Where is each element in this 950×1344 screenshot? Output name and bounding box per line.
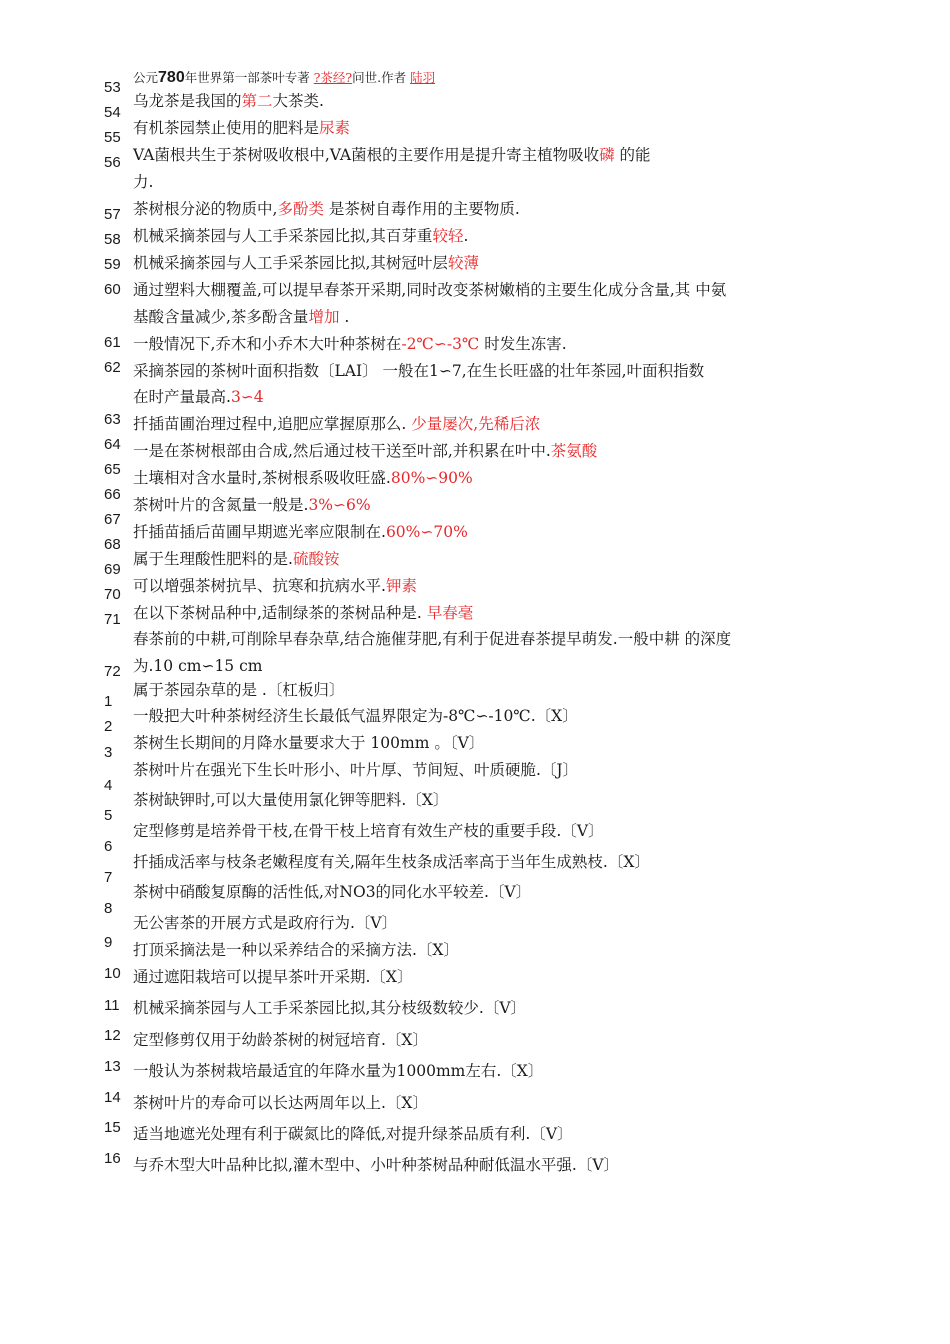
- header-line: [133, 68, 435, 88]
- text-line: [133, 882, 531, 902]
- line-number: 63: [104, 411, 121, 428]
- text-line: [133, 913, 397, 933]
- text-line: [133, 334, 567, 354]
- question-text: 定型修剪是培养骨干枝,在骨干枝上培育有效生产枝的重要手段.〔V〕: [133, 822, 604, 840]
- text-line: [133, 361, 704, 381]
- question-text: 在以下茶树品种中,适制绿茶的茶树品种是.: [133, 604, 422, 622]
- question-text: 茶树生长期间的月降水量要求大于 100mm 。〔V〕: [133, 734, 485, 752]
- line-number: 3: [104, 744, 113, 761]
- line-number: 60: [104, 281, 121, 298]
- text-line: [133, 387, 264, 407]
- question-text: 采摘茶园的茶树叶面积指数〔LAI〕 一般在1∽7,在生长旺盛的壮年茶园,叶面积指数: [133, 362, 705, 380]
- question-text: 定型修剪仅用于幼龄茶树的树冠培育.〔X〕: [133, 1031, 428, 1049]
- question-text: 扦插苗插后苗圃早期遮光率应限制在.: [133, 523, 386, 541]
- line-number: 65: [104, 461, 121, 478]
- answer-text: 第二: [241, 92, 273, 110]
- question-text: 属于茶园杂草的是 .〔杠板归〕: [133, 681, 345, 699]
- line-number: 72: [104, 663, 121, 680]
- text-line: [133, 495, 371, 515]
- answer-text: 较轻: [432, 227, 464, 245]
- question-text: VA菌根共生于茶树吸收根中,VA菌根的主要作用是提升寄主植物吸收: [133, 146, 600, 164]
- answer-text: 硫酸铵: [292, 550, 340, 568]
- answer-text: 磷: [599, 146, 615, 164]
- answer-text: 少量屡次,先稀后浓: [406, 415, 541, 433]
- line-number: 64: [104, 436, 121, 453]
- line-number: 66: [104, 486, 121, 503]
- question-text: 机械采摘茶园与人工手采茶园比拟,其树冠叶层: [133, 254, 448, 272]
- line-number: 53: [104, 79, 121, 96]
- answer-text: -2℃∽-3℃: [401, 335, 480, 353]
- answer-text: 多酚类: [277, 200, 324, 218]
- line-number: 61: [104, 334, 121, 351]
- text-line: [133, 629, 731, 649]
- question-text: 通过遮阳栽培可以提早茶叶开采期.〔X〕: [133, 968, 413, 986]
- line-number: 58: [104, 231, 121, 248]
- line-number: 14: [104, 1089, 121, 1106]
- text-line: [133, 280, 726, 300]
- answer-text: 尿素: [319, 119, 351, 137]
- text-line: [133, 1155, 619, 1175]
- text-line: [133, 603, 473, 623]
- answer-text: 茶氨酸: [550, 442, 598, 460]
- line-number: 13: [104, 1058, 121, 1075]
- line-number: 10: [104, 965, 121, 982]
- answer-text: 3%∽6%: [308, 496, 371, 514]
- text-line: [133, 852, 650, 872]
- question-text: .: [339, 308, 350, 326]
- line-number: 2: [104, 718, 113, 735]
- question-text: 大茶类.: [272, 92, 324, 110]
- text-line: [133, 414, 540, 434]
- header-mid: 年世界第一部茶叶专著: [184, 70, 314, 85]
- question-text: 茶树叶片的含氮量一般是.: [133, 496, 309, 514]
- text-line: [133, 940, 459, 960]
- line-number: 4: [104, 777, 113, 794]
- text-line: [133, 1030, 428, 1050]
- line-number: 68: [104, 536, 121, 553]
- line-number: 62: [104, 359, 121, 376]
- question-text: 春茶前的中耕,可削除早春杂草,结合施催芽肥,有利于促进春茶提早萌发.一般中耕 的深度: [133, 630, 732, 648]
- header-prefix: 公元: [133, 70, 159, 85]
- text-line: [133, 1124, 573, 1144]
- answer-text: 钾素: [385, 577, 417, 595]
- question-text: 扦插成活率与枝条老嫩程度有关,隔年生枝条成活率高于当年生成熟枝.〔X〕: [133, 853, 650, 871]
- line-number: 56: [104, 154, 121, 171]
- line-number: 67: [104, 511, 121, 528]
- question-text: 茶树中硝酸复原酶的活性低,对NO3的同化水平较差.〔V〕: [133, 883, 532, 901]
- question-text: 与乔木型大叶品种比拟,灌木型中、小叶种茶树品种耐低温水平强.〔V〕: [133, 1156, 620, 1174]
- text-line: [133, 760, 578, 780]
- text-line: [133, 549, 339, 569]
- question-text: 适当地遮光处理有利于碳氮比的降低,对提升绿茶品质有利.〔V〕: [133, 1125, 573, 1143]
- question-text: 茶树根分泌的物质中,: [133, 200, 278, 218]
- question-text: 在时产量最高.: [133, 388, 231, 406]
- text-line: [133, 226, 468, 246]
- text-line: [133, 656, 262, 676]
- line-number: 54: [104, 104, 121, 121]
- question-text: 机械采摘茶园与人工手采茶园比拟,其分枝级数较少.〔V〕: [133, 999, 527, 1017]
- answer-text: 60%∽70%: [385, 523, 468, 541]
- question-text: 土壤相对含水量时,茶树根系吸收旺盛.: [133, 469, 391, 487]
- text-line: [133, 441, 597, 461]
- text-line: [133, 145, 651, 165]
- text-line: [133, 253, 479, 273]
- question-text: 的能: [614, 146, 651, 164]
- question-text: 茶树缺钾时,可以大量使用氯化钾等肥料.〔X〕: [133, 791, 449, 809]
- question-text: 时发生冻害.: [479, 335, 567, 353]
- answer-text: 3∽4: [230, 388, 264, 406]
- question-text: 打顶采摘法是一种以采养结合的采摘方法.〔X〕: [133, 941, 459, 959]
- line-number: 69: [104, 561, 121, 578]
- question-text: 是茶树自毒作用的主要物质.: [323, 200, 520, 218]
- author-link[interactable]: 陆羽: [410, 70, 436, 85]
- question-text: 一般认为茶树栽培最适宜的年降水量为1000mm左右.〔X〕: [133, 1062, 544, 1080]
- text-line: [133, 790, 448, 810]
- question-text: 茶树叶片在强光下生长叶形小、叶片厚、节间短、叶质硬脆.〔J〕: [133, 761, 579, 779]
- line-number: 8: [104, 900, 113, 917]
- question-text: 通过塑料大棚覆盖,可以提早春茶开采期,同时改变茶树嫩梢的主要生化成分含量,其 中氨: [133, 281, 727, 299]
- question-text: 茶树叶片的寿命可以长达两周年以上.〔X〕: [133, 1094, 428, 1112]
- question-text: 无公害茶的开展方式是政府行为.〔V〕: [133, 914, 398, 932]
- question-text: 一般情况下,乔木和小乔木大叶种茶树在: [133, 335, 402, 353]
- text-line: [133, 307, 349, 327]
- text-line: [133, 733, 484, 753]
- question-text: 乌龙茶是我国的: [133, 92, 242, 110]
- question-text: 力.: [133, 173, 154, 191]
- text-line: [133, 576, 417, 596]
- header-suffix: 问世.作者: [352, 70, 411, 85]
- header-year: 780: [158, 69, 185, 86]
- text-line: [133, 172, 153, 192]
- answer-text: 较薄: [447, 254, 479, 272]
- question-text: 为.10 cm∽15 cm: [133, 657, 263, 675]
- question-text: 扦插苗圃治理过程中,追肥应掌握原那么.: [133, 415, 407, 433]
- question-text: 属于生理酸性肥料的是.: [133, 550, 293, 568]
- line-number: 9: [104, 934, 113, 951]
- question-text: .: [463, 227, 469, 245]
- text-line: [133, 91, 324, 111]
- line-number: 1: [104, 693, 113, 710]
- line-number: 6: [104, 838, 113, 855]
- line-number: 71: [104, 611, 121, 628]
- text-line: [133, 199, 520, 219]
- line-number: 59: [104, 256, 121, 273]
- answer-text: 80%∽90%: [390, 469, 473, 487]
- text-line: [133, 522, 468, 542]
- text-line: [133, 1093, 428, 1113]
- line-number: 16: [104, 1150, 121, 1167]
- line-number: 15: [104, 1119, 121, 1136]
- line-number: 55: [104, 129, 121, 146]
- line-number: 57: [104, 206, 121, 223]
- text-line: [133, 821, 604, 841]
- answer-text: 早春毫: [421, 604, 474, 622]
- text-line: [133, 118, 350, 138]
- question-text: 可以增强茶树抗旱、抗寒和抗病水平.: [133, 577, 386, 595]
- question-text: 一般把大叶种茶树经济生长最低气温界限定为-8℃∽-10℃.〔X〕: [133, 707, 578, 725]
- answer-text: 增加: [308, 308, 340, 326]
- question-text: 机械采摘茶园与人工手采茶园比拟,其百芽重: [133, 227, 433, 245]
- book-title-link[interactable]: ?茶经?: [313, 70, 353, 85]
- text-line: [133, 967, 412, 987]
- text-line: [133, 1061, 543, 1081]
- text-line: [133, 680, 344, 700]
- question-text: 有机茶园禁止使用的肥料是: [133, 119, 320, 137]
- line-number: 11: [104, 997, 120, 1014]
- question-text: 基酸含量减少,茶多酚含量: [133, 308, 309, 326]
- line-number: 5: [104, 807, 113, 824]
- line-number: 12: [104, 1027, 121, 1044]
- line-number: 70: [104, 586, 121, 603]
- question-text: 一是在茶树根部由合成,然后通过枝干送至叶部,并积累在叶中.: [133, 442, 551, 460]
- line-number: 7: [104, 869, 113, 886]
- text-line: [133, 468, 473, 488]
- text-line: [133, 998, 526, 1018]
- text-line: [133, 706, 578, 726]
